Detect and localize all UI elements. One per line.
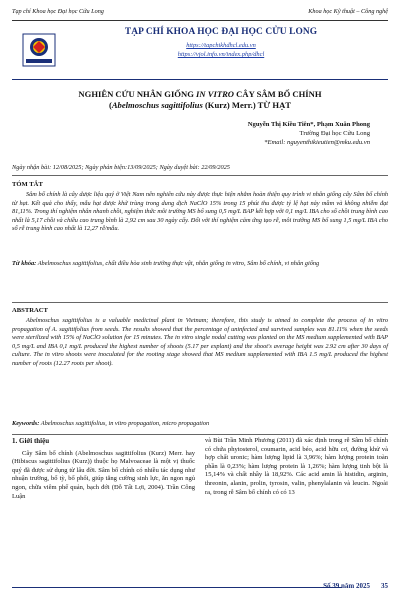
- affiliation: Trường Đại học Cửu Long: [299, 130, 370, 137]
- paper-title: [30, 89, 370, 111]
- section-heading-introduction: 1. Giới thiệu: [12, 437, 50, 445]
- body-column-left: [12, 437, 195, 501]
- paper-title-line1: NGHIÊN CỨU NHÂN GIỐNG IN VITRO CÂY SÂM BỐ CHÍNH: [78, 89, 322, 99]
- vjol-url-link[interactable]: https://vjol.info.vn/index.php/dhcl: [177, 51, 265, 58]
- footer-rule: [12, 587, 342, 588]
- journal-title: TẠP CHÍ KHOA HỌC ĐẠI HỌC CỬU LONG: [124, 27, 318, 37]
- author-block: [248, 120, 370, 147]
- page-footer: [12, 582, 388, 594]
- divider: [12, 175, 388, 176]
- university-logo-icon: [22, 33, 56, 67]
- masthead: [58, 25, 384, 79]
- body-paragraph: và Bùi Trần Minh Phương (2011) đã xác định trong rễ Sâm bố chính có chứa phytosterol, coumarin, acid béo, acid hữu cơ, đường khử và hợp chất uronic; hàm lượng lipid là 3,96%; hàm lượng protein toàn phần là 0,23%; hàm lượng protein là 1,26%; hàm lượng tinh bột là 15,14% và chất nhầy là 18,92%. Các acid amin là histidin, arginin, threonin, alanin, prolin, tyrosin, valin, phenylalanin và leucin. Ngoài ra, trong rễ Sâm bố chính có có 13: [205, 437, 388, 496]
- keywords-en-label: Keywords:: [12, 420, 40, 427]
- keywords-en: [12, 420, 388, 429]
- author-email: *Email: nguyenthikieutien@mku.edu.vn: [264, 139, 370, 146]
- body-column-right: [205, 437, 388, 497]
- keywords-vi-label: Từ khóa:: [12, 260, 37, 267]
- page-number: 35: [381, 582, 388, 590]
- journal-url-link[interactable]: https://tapchikhdhcl.edu.vn: [186, 42, 256, 49]
- divider: [12, 434, 388, 435]
- running-header: [12, 8, 388, 20]
- masthead-rule: [12, 79, 388, 80]
- keywords-en-text: Abelmoschus sagittifolius, in vitro propagation, micro propagation: [39, 420, 210, 427]
- abstract-en-heading: ABSTRACT: [12, 307, 48, 314]
- keywords-vi: [12, 260, 388, 269]
- header-rule: [12, 20, 388, 21]
- issue-number: Số 39 năm 2025: [323, 582, 370, 590]
- section-running-title: Khoa học Kỹ thuật – Công nghệ: [308, 8, 388, 15]
- body-paragraph: Cây Sâm bố chính (Abelmoschus sagittifolius (Kurz) Merr. hay (Hibiscus sagittifolius (Kurz)) thuộc họ Malvoaceae là một vị thuốc quý đã được sử dụng từ lâu đời. Sâm bố chính có nhiều tác dụng như nhuận trường, bổ tỳ, bổ phổi, giúp tăng cường sinh lực, ăn ngon ngủ ngon, chữa viêm phế quản, bạch đới (Đỗ Tất Lợi, 2004). Trần Công Luận: [12, 449, 195, 500]
- abstract-en-text: Abelmoschus sagittifolius is a valuable medicinal plant in Vietnam; therefore, this study is aimed to complete the process of in vitro propagation of A. sagittifolius from seeds. The results showed that the percentage of uninfected and survived samples was 81.11% when the seeds were sterilized with 15% of NaClO solution for 15 minutes. The in vitro single nodal cutting was planted on the MS medium supplemented with BAP 0,5 mg/L and IBA 0,1 mg/L produced the highest number of shoots (5.17 per explant) and the shoot's average height was 2.92 cm after 30 days of culture. The in vitro shoots were inoculated for the rooting stage showed that MS medium supplemented with IBA 1.5 mg/L produced the highest number of roots (12.27 roots per shoot).: [12, 317, 388, 367]
- paper-title-line2: (Abelmoschus sagittifolius (Kurz) Merr.) TỪ HẠT: [108, 100, 292, 110]
- submission-dates: Ngày nhận bài: 12/08/2025; Ngày phản biện:13/09/2025; Ngày duyệt bài: 22/09/2025: [12, 164, 230, 171]
- journal-running-title: Tạp chí Khoa học Đại học Cửu Long: [12, 8, 104, 15]
- abstract-vi-heading: TÓM TẮT: [12, 181, 43, 188]
- divider: [12, 302, 388, 303]
- author-names: Nguyễn Thị Kiều Tiên*, Phạm Xuân Phong: [247, 121, 370, 128]
- abstract-vi-text: Sâm bố chính là cây dược liệu quý ở Việt Nam nên nghiên cứu này được thực hiện nhằm hoàn thiện quy trình vi nhân giống cây Sâm bố chính từ hạt. Kết quả cho thấy, mẫu hạt được khử trùng trong dung dịch NaClO 15% trong 15 phút thu được tỷ lệ hạt nảy mầm và không nhiễm đạt 81,11%. Trong thí nghiệm nhân nhanh chồi, nghiệm thức môi trường MS bổ sung 0,5 mg/L BAP kết hợp với 0,1 mg/L IBA cho số chồi trung bình cao nhất là 5,17 chồi và chiều cao trung bình là 2,92 cm sau 30 ngày cấy. Đối với thí nghiệm cảm ứng tạo rễ, môi trường MS bổ sung 1,5 mg/L IBA cho số rễ trung bình cao nhất là 12,27 rễ/mẫu.: [12, 191, 388, 232]
- keywords-vi-text: Abelmoschus sagittifolius, chất điều hòa sinh trưởng thực vật, nhân giống in vitro, Sâm bố chính, vi nhân giống: [36, 260, 320, 267]
